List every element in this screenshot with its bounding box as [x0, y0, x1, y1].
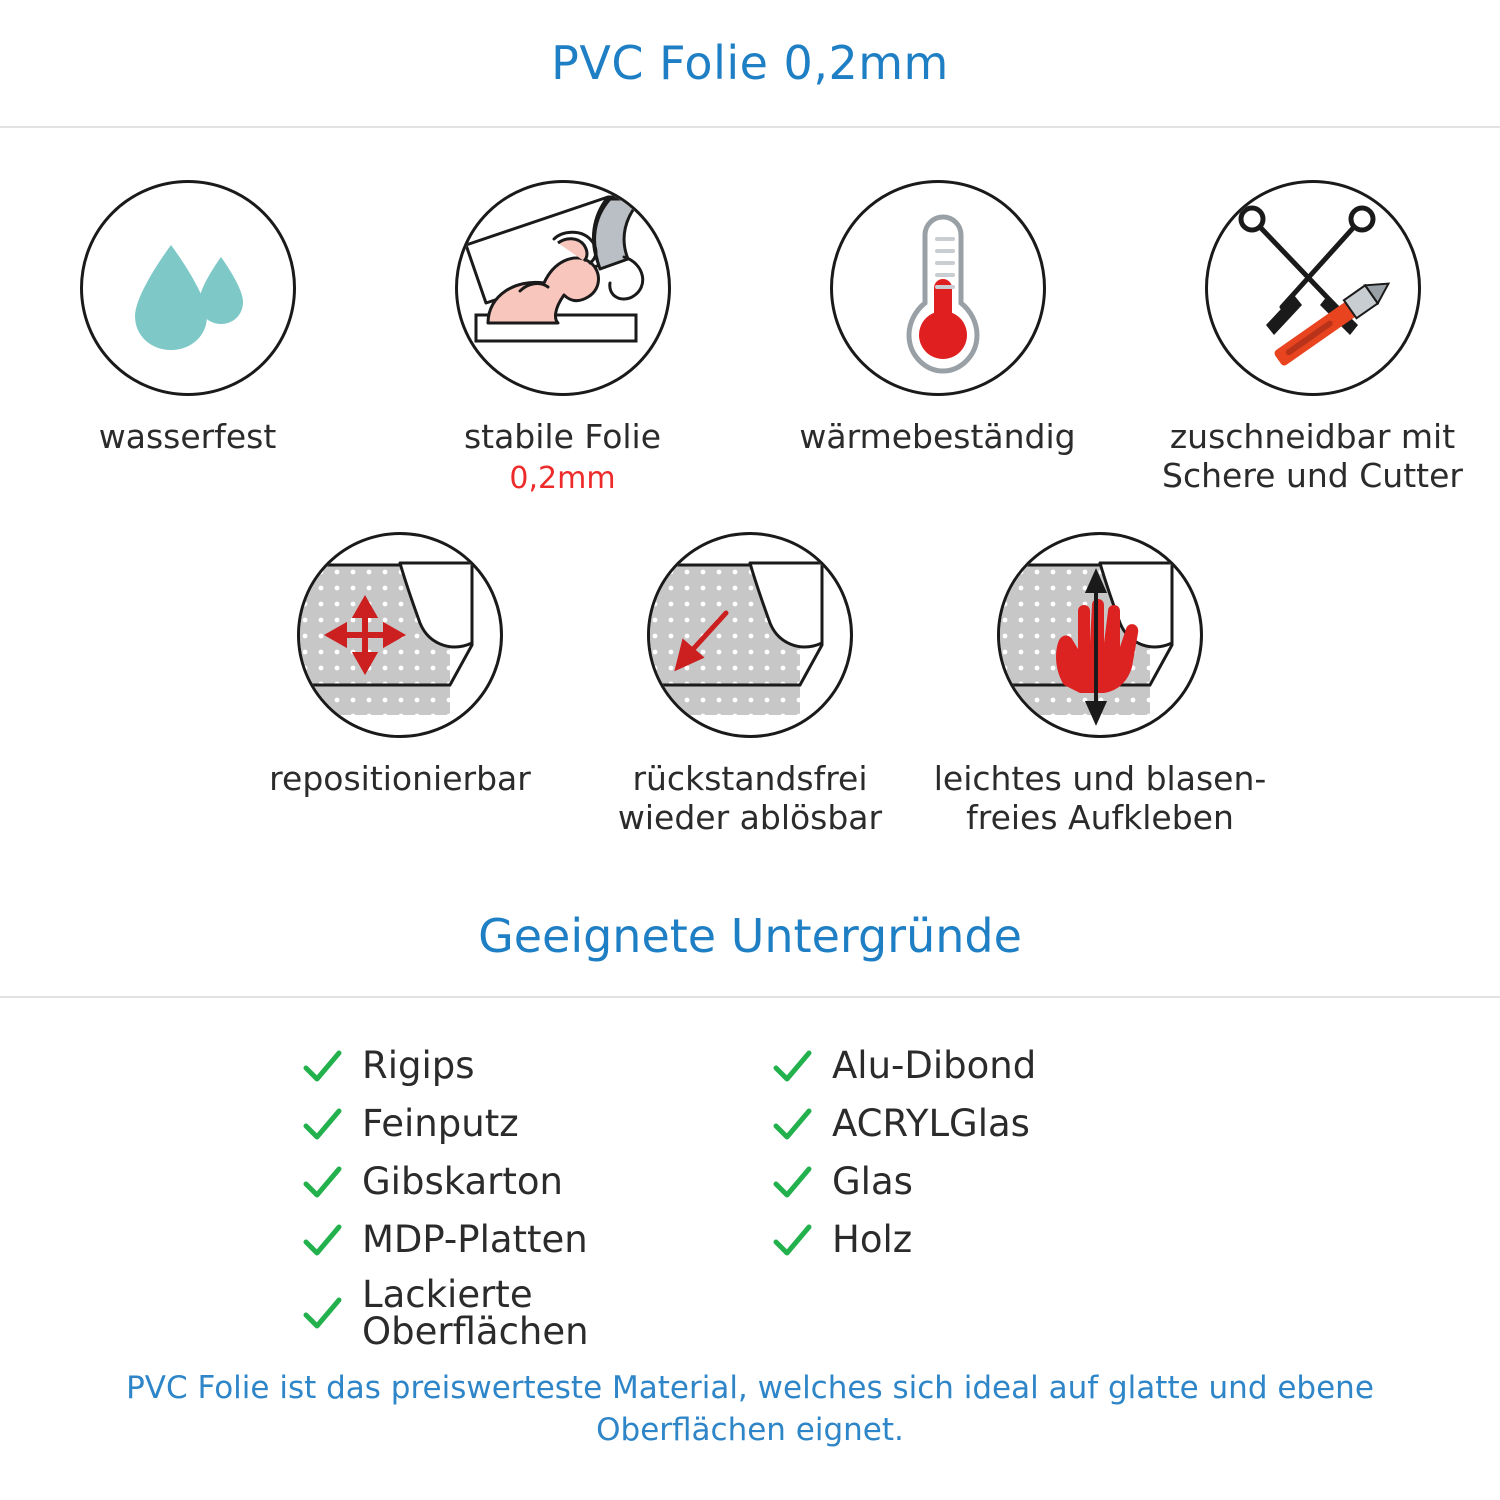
- feature-row-2: [0, 532, 1500, 838]
- feature-row-1: [0, 180, 1500, 496]
- list-item-label: MDP-Platten: [362, 1218, 588, 1262]
- water-drops-icon: [83, 183, 293, 393]
- check-icon: [300, 1102, 344, 1146]
- feature-zuschneidbar: [1125, 180, 1500, 496]
- feature-repositionierbar: [225, 532, 575, 799]
- feature-label: wasserfest: [98, 417, 277, 456]
- list-item: [300, 1102, 770, 1146]
- surfaces-column-left: [300, 1044, 770, 1364]
- section-title: Geeignete Untergründe: [478, 908, 1022, 963]
- feature-icon-circle: [455, 180, 671, 396]
- scissors-cutter-icon: [1208, 183, 1418, 393]
- page-header: [0, 0, 1500, 128]
- surfaces-column-right: [770, 1044, 1200, 1364]
- check-icon: [770, 1218, 814, 1262]
- flexed-arm-film-icon: [458, 183, 668, 393]
- check-icon: [300, 1044, 344, 1088]
- list-item: [300, 1160, 770, 1204]
- peel-off-arrow-icon: [650, 535, 850, 735]
- list-item: [300, 1044, 770, 1088]
- thermometer-icon: [833, 183, 1043, 393]
- list-item-label: Lackierte Oberflächen: [362, 1272, 589, 1353]
- list-item: [770, 1218, 1200, 1262]
- feature-waermebestaendig: [750, 180, 1125, 457]
- check-icon: [300, 1160, 344, 1204]
- feature-icon-circle: [1205, 180, 1421, 396]
- feature-aufkleben: [925, 532, 1275, 838]
- feature-label: leichtes und blasen- freies Aufkleben: [933, 758, 1267, 837]
- feature-sublabel: 0,2mm: [509, 460, 616, 496]
- list-item: [300, 1272, 770, 1353]
- check-icon: [770, 1102, 814, 1146]
- feature-icon-circle: [297, 532, 503, 738]
- list-item: [770, 1102, 1200, 1146]
- feature-label: zuschneidbar mit Schere und Cutter: [1162, 417, 1463, 495]
- list-item: [770, 1160, 1200, 1204]
- list-item-label: Glas: [832, 1160, 913, 1204]
- list-item: [770, 1044, 1200, 1088]
- list-item: [300, 1218, 770, 1262]
- check-icon: [770, 1044, 814, 1088]
- section-header: [0, 876, 1500, 998]
- feature-label: stabile Folie: [463, 417, 662, 456]
- list-item-label: Gibskarton: [362, 1160, 563, 1204]
- check-icon: [300, 1218, 344, 1262]
- list-item-label: Rigips: [362, 1044, 475, 1088]
- feature-icon-circle: [647, 532, 853, 738]
- page-title: PVC Folie 0,2mm: [551, 36, 949, 90]
- feature-label: wärmebeständig: [799, 417, 1076, 456]
- check-icon: [770, 1160, 814, 1204]
- list-item-label: ACRYLGlas: [832, 1102, 1030, 1146]
- list-item-label: Alu-Dibond: [832, 1044, 1037, 1088]
- check-icon: [300, 1291, 344, 1335]
- feature-icon-circle: [997, 532, 1203, 738]
- feature-wasserfest: [0, 180, 375, 457]
- reposition-arrows-icon: [300, 535, 500, 735]
- feature-label: repositionierbar: [269, 758, 531, 798]
- surfaces-list: [0, 998, 1500, 1364]
- list-item-label: Holz: [832, 1218, 913, 1262]
- feature-stabile-folie: [375, 180, 750, 496]
- list-item-label: Feinputz: [362, 1102, 519, 1146]
- feature-icon-circle: [830, 180, 1046, 396]
- footer-note: PVC Folie ist das preiswerteste Material, welches sich ideal auf glatte und ebene Oberflächen eignet.: [126, 1370, 1374, 1449]
- feature-icon-circle: [80, 180, 296, 396]
- hand-smoothing-icon: [1000, 535, 1200, 735]
- feature-label: rückstandsfrei wieder ablösbar: [617, 758, 883, 837]
- feature-rueckstandsfrei: [575, 532, 925, 838]
- feature-section: [0, 128, 1500, 838]
